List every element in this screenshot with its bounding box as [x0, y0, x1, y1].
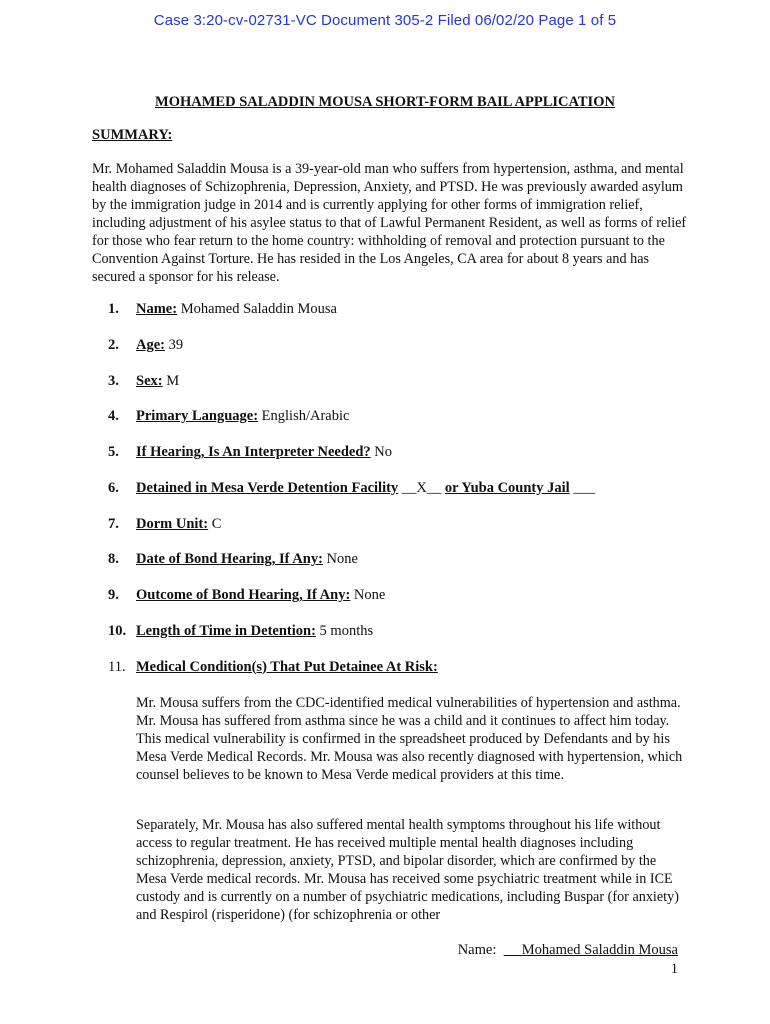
field-medical-conditions — [108, 658, 688, 694]
field-number: 10. — [108, 622, 127, 639]
field-number: 1. — [108, 301, 119, 317]
field-age — [108, 336, 688, 372]
field-label: Medical Condition(s) That Put Detainee At Risk: — [136, 658, 438, 675]
field-number: 4. — [108, 408, 119, 425]
page-number: 1 — [670, 961, 678, 977]
medical-paragraph: Mr. Mousa suffers from the CDC-identified medical vulnerabilities of hypertension and asthma. Mr. Mousa has suffered from asthma since he was a child and it continues to affect him today. This medical vulnerability is confirmed in the spreadsheet produced by Defendants and by his Mesa Verde Medical Records. Mr. Mousa was also recently diagnosed with hypertension, which counsel believes to be known to Mesa Verde medical providers at this time. — [136, 695, 683, 783]
field-label: Age: — [136, 336, 165, 353]
case-header: Case 3:20-cv-02731-VC Document 305-2 Filed 06/02/20 Page 1 of 5 — [153, 12, 617, 29]
field-value: No — [370, 444, 393, 460]
field-label: If Hearing, Is An Interpreter Needed? — [136, 444, 371, 460]
field-number: 3. — [108, 372, 119, 389]
field-detention-facility — [108, 479, 688, 515]
field-interpreter — [108, 443, 688, 479]
field-value: M — [162, 372, 180, 389]
field-label: Detained in Mesa Verde Detention Facility — [136, 479, 399, 496]
field-number: 9. — [108, 587, 119, 603]
summary-paragraph: Mr. Mohamed Saladdin Mousa is a 39-year-old man who suffers from hypertension, asthma, and mental health diagnoses of Schizophrenia, Depression, Anxiety, and PTSD. He was previously awarded asylum by the immigration judge in 2014 and is currently applying for other forms of immigration relief, including adjustment of his asylee status to that of Lawful Permanent Resident, as well as forms of relief for those who fear return to the home country: withholding of removal and protection pursuant to the Convention Against Torture. He has resided in the Los Angeles, CA area for about 8 years and has secured a sponsor for his release. — [92, 161, 687, 285]
field-name — [108, 300, 688, 336]
field-label-alt: or Yuba County Jail — [444, 479, 570, 496]
field-label: Outcome of Bond Hearing, If Any: — [136, 587, 351, 603]
field-value: None — [350, 587, 386, 603]
field-number: 2. — [108, 336, 119, 353]
field-value: English/Arabic — [258, 408, 350, 425]
field-value: Mohamed Saladdin Mousa — [177, 301, 337, 317]
field-value: __X__ — [398, 479, 445, 496]
footer-name-line — [458, 942, 678, 959]
field-number: 8. — [108, 551, 119, 568]
field-label: Dorm Unit: — [136, 515, 209, 532]
field-value: None — [322, 551, 358, 568]
field-sex — [108, 372, 688, 408]
footer-name-label: Name: — [457, 942, 497, 958]
document-title: MOHAMED SALADDIN MOUSA SHORT-FORM BAIL APPLICATION — [155, 94, 615, 110]
field-bond-hearing-date — [108, 550, 688, 586]
field-label: Primary Language: — [136, 408, 259, 425]
field-number: 11. — [108, 658, 126, 675]
field-label: Date of Bond Hearing, If Any: — [136, 551, 323, 568]
summary-heading: SUMMARY: — [92, 127, 173, 143]
field-dorm-unit — [108, 515, 688, 551]
field-primary-language — [108, 407, 688, 443]
medical-paragraph: Separately, Mr. Mousa has also suffered mental health symptoms throughout his life without access to regular treatment. He has received multiple mental health diagnoses including schizophrenia, depression, anxiety, PTSD, and bipolar disorder, which are confirmed by the Mesa Verde medical records. Mr. Mousa has received some psychiatric treatment while in ICE custody and is currently on a number of psychiatric medications, including Buspar (for anxiety) and Respirol (risperidone) (for schizophrenia or other — [136, 817, 679, 923]
field-value-alt: ___ — [569, 479, 596, 496]
field-detention-length — [108, 622, 688, 658]
field-number: 6. — [108, 479, 119, 496]
field-value: C — [208, 515, 222, 532]
field-bond-hearing-outcome — [108, 586, 688, 622]
field-label: Length of Time in Detention: — [136, 622, 316, 639]
field-number: 5. — [108, 444, 119, 460]
footer-name-text: Mohamed Saladdin Mousa — [521, 942, 678, 958]
application-fields — [108, 300, 688, 693]
field-label: Sex: — [136, 372, 163, 389]
field-value: 5 months — [315, 622, 374, 639]
footer-name-value — [504, 942, 678, 958]
field-value: 39 — [165, 336, 184, 353]
field-label: Name: — [136, 301, 178, 317]
field-number: 7. — [108, 515, 119, 532]
